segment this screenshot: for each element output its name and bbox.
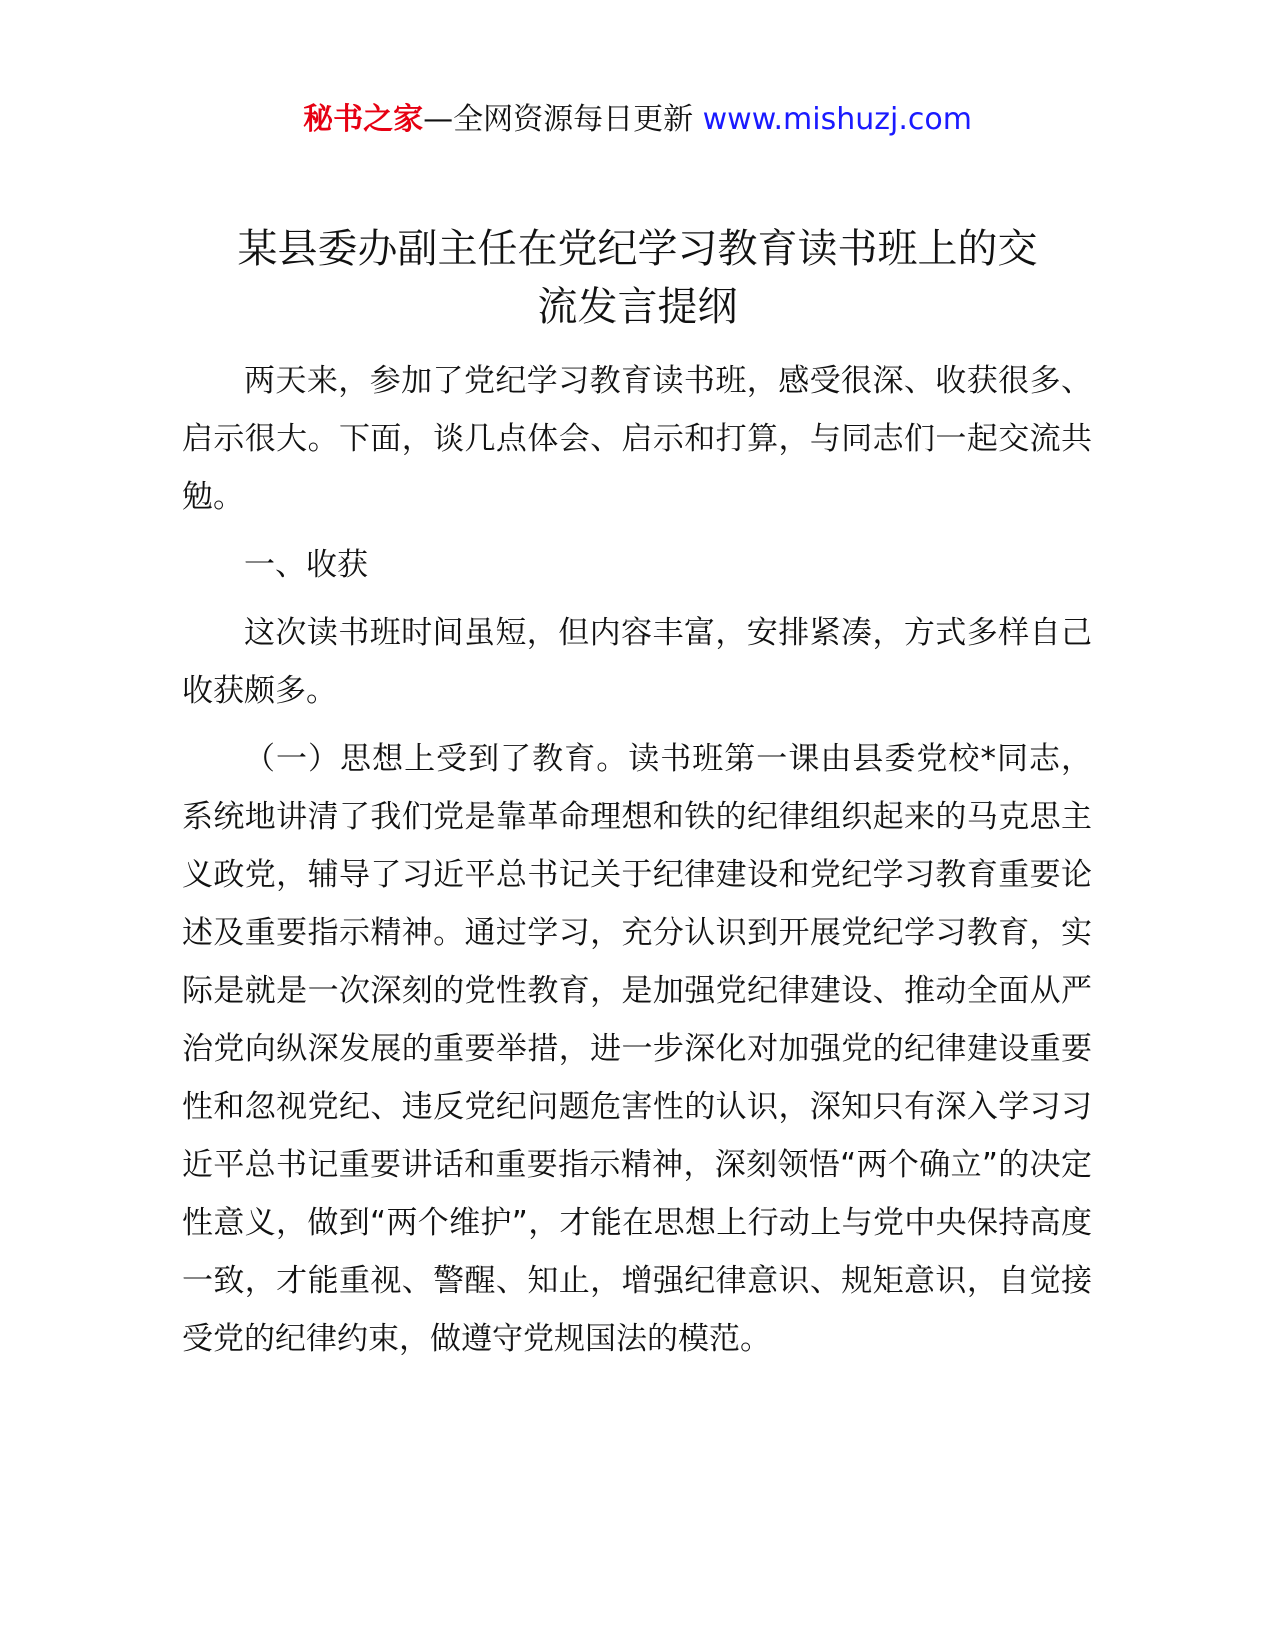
document-title <box>180 220 1095 336</box>
site-url-link[interactable]: www.mishuzj.com <box>702 102 972 137</box>
subsection-paragraph: （一）思想上受到了教育。读书班第一课由县委党校*同志，系统地讲清了我们党是靠革命理想和铁的纪律组织起来的马克思主义政党，辅导了习近平总书记关于纪律建设和党纪学习教育重要论述及重要指示精神。通过学习，充分认识到开展党纪学习教育，实际是就是一次深刻的党性教育，是加强党纪律建设、推动全面从严治党向纵深发展的重要举措，进一步深化对加强党的纪律建设重要性和忽视党纪、违反党纪问题危害性的认识，深知只有深入学习习近平总书记重要讲话和重要指示精神，深刻领悟“两个确立”的决定性意义，做到“两个维护”，才能在思想上行动上与党中央保持高度一致，才能重视、警醒、知止，增强纪律意识、规矩意识，自觉接受党的纪律约束，做遵守党规国法的模范。 <box>182 741 1092 1357</box>
intro-paragraph: 两天来，参加了党纪学习教育读书班，感受很深、收获很多、启示很大。下面，谈几点体会、启示和打算，与同志们一起交流共勉。 <box>182 363 1092 515</box>
header-tagline: —全网资源每日更新 <box>423 102 694 137</box>
brand-name: 秘书之家 <box>303 102 424 137</box>
document-body <box>182 352 1092 1378</box>
title-line-2: 流发言提纲 <box>537 284 738 330</box>
title-line-1: 某县委办副主任在党纪学习教育读书班上的交 <box>237 226 1038 272</box>
site-header <box>0 100 1275 140</box>
section-heading: 一、收获 <box>244 547 368 583</box>
section-summary-paragraph: 这次读书班时间虽短，但内容丰富，安排紧凑，方式多样自己收获颇多。 <box>182 615 1092 709</box>
